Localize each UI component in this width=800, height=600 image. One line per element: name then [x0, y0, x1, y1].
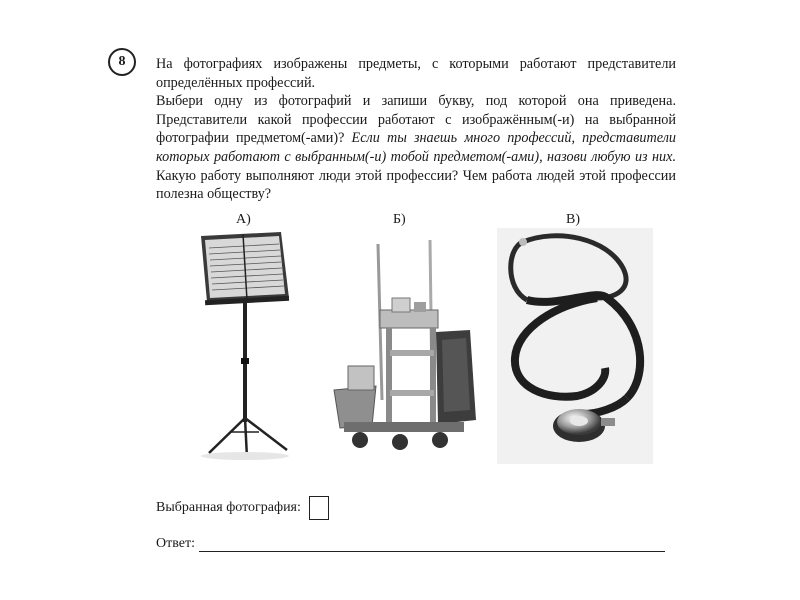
- chosen-photo-label: Выбранная фотография:: [156, 500, 301, 515]
- task-instructions: [156, 92, 676, 204]
- task-intro: На фотографиях изображены предметы, с которыми работают представители определённых профессий.: [156, 56, 676, 91]
- photo-b: [330, 240, 480, 465]
- task-question: Выбери одну из фотографий и запиши букву, под которой она приведена. Представители какой профессии работают с изображённым(-и) на выбранной фотографии предметом(-ами)?: [156, 93, 676, 147]
- photo-v: [497, 228, 653, 464]
- task-text: [156, 55, 676, 204]
- photo-a: [195, 228, 300, 463]
- answer-label: Ответ:: [156, 536, 195, 551]
- photo-label-v: В): [566, 212, 580, 227]
- photo-label-a: А): [236, 212, 251, 227]
- stethoscope-icon: [497, 228, 653, 464]
- task-number: 8: [118, 54, 126, 69]
- task-number-badge: [108, 48, 136, 76]
- answer-row: [156, 536, 665, 552]
- photo-label-b: Б): [393, 212, 406, 227]
- task-hint: Если ты знаешь много профессий, представители которых работают с выбранным(-и) тобой предметом(-ами), назови любую из них.: [156, 130, 676, 165]
- chosen-photo-row: [156, 496, 329, 520]
- cleaning-cart-icon: [330, 240, 480, 465]
- answer-line[interactable]: [199, 537, 665, 552]
- chosen-photo-box[interactable]: [309, 496, 329, 520]
- task-question-end: Какую работу выполняют люди этой профессии? Чем работа людей этой профессии полезна обществу?: [156, 167, 676, 203]
- music-stand-icon: [195, 228, 300, 463]
